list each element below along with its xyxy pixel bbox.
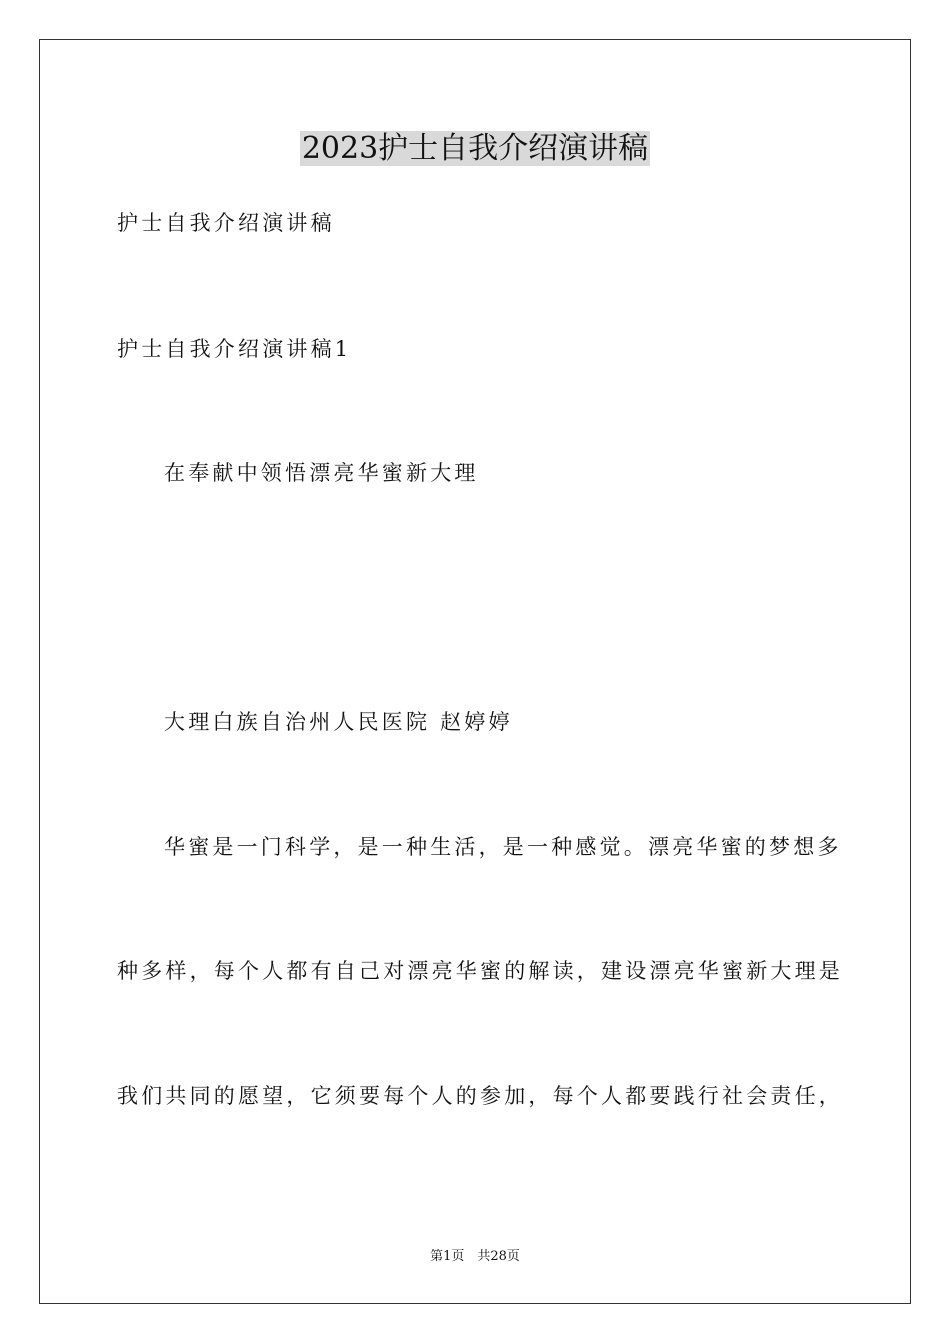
page-footer: 第1页 共28页 bbox=[430, 1249, 520, 1264]
document-title-text: 2023护士自我介绍演讲稿 bbox=[301, 131, 649, 166]
paragraph-line: 我们共同的愿望，它须要每个人的参加，每个人都要践行社会责任， bbox=[117, 1084, 843, 1108]
paragraph-line: 种多样，每个人都有自己对漂亮华蜜的解读，建设漂亮华蜜新大理是 bbox=[117, 959, 843, 983]
speech-title: 在奉献中领悟漂亮华蜜新大理 bbox=[164, 461, 479, 485]
section-heading: 护士自我介绍演讲稿1 bbox=[117, 337, 352, 361]
paragraph-line: 华蜜是一门科学，是一种生活，是一种感觉。漂亮华蜜的梦想多 bbox=[164, 835, 842, 859]
document-title bbox=[0, 128, 950, 170]
author-line: 大理白族自治州人民医院 赵婷婷 bbox=[164, 710, 513, 734]
subtitle-line: 护士自我介绍演讲稿 bbox=[117, 211, 335, 235]
